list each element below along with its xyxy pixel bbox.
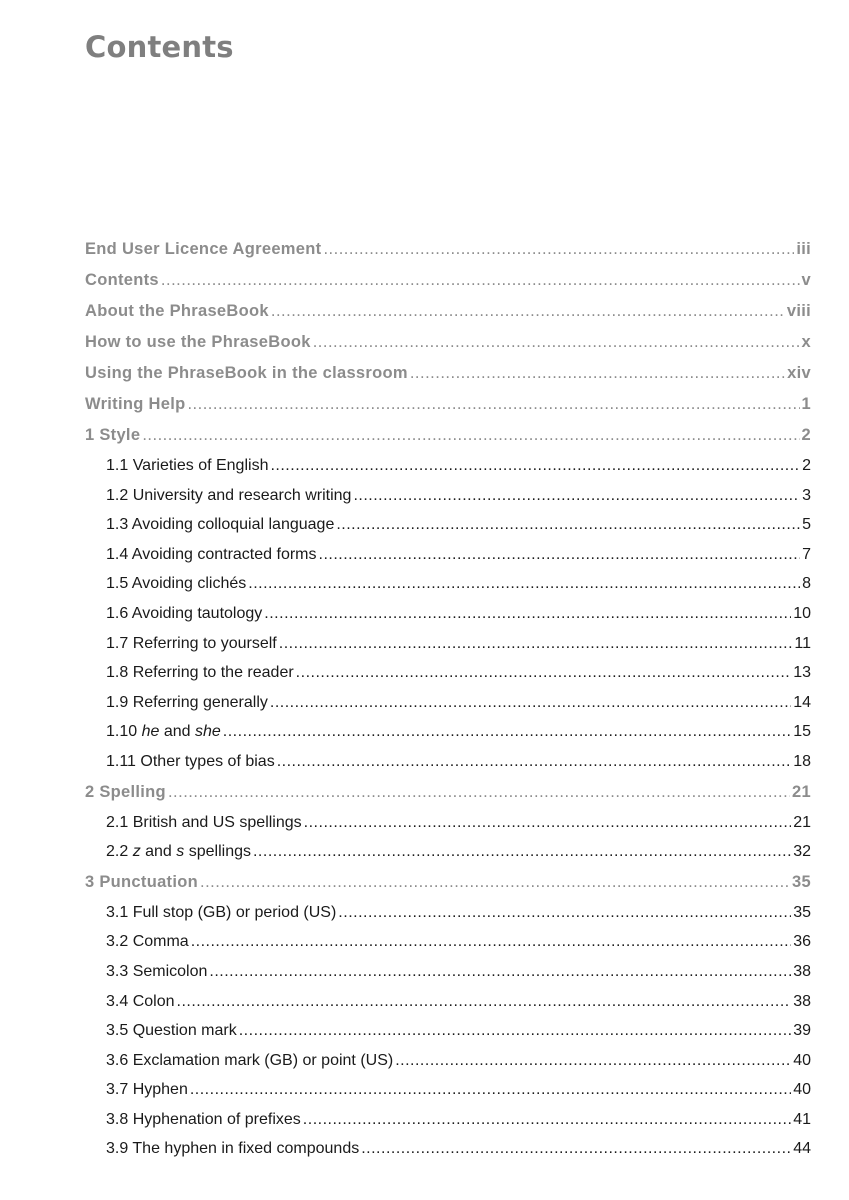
- toc-dot-leader: [142, 420, 799, 451]
- toc-entry-title-text: 3.4 Colon: [106, 992, 175, 1010]
- toc-subsection-entry[interactable]: [85, 688, 811, 718]
- toc-subsection-entry[interactable]: [85, 957, 811, 987]
- toc-entry-title-text: 3.8 Hyphenation of prefixes: [106, 1110, 301, 1128]
- toc-entry-title: [85, 358, 408, 389]
- toc-page-number: 15: [793, 723, 811, 741]
- toc-page-number: 11: [794, 634, 811, 652]
- toc-section-entry[interactable]: [85, 296, 811, 327]
- toc-entry-title: [106, 658, 294, 688]
- toc-entry-title-text: 1.3 Avoiding colloquial language: [106, 516, 335, 534]
- toc-subsection-entry[interactable]: [85, 987, 811, 1017]
- toc-page-number: 32: [793, 843, 811, 861]
- toc-dot-leader: [264, 599, 791, 629]
- toc-entry-title-text: Writing Help: [85, 395, 186, 413]
- toc-dot-leader: [161, 265, 800, 296]
- toc-entry-title: [106, 481, 351, 511]
- toc-entry-title-italic: s: [176, 843, 185, 861]
- toc-page-number: 38: [793, 992, 811, 1010]
- toc-dot-leader: [395, 1046, 791, 1076]
- toc-page-number: 2: [801, 426, 811, 444]
- toc-entry-title: [106, 451, 268, 481]
- toc-page-number: 2: [802, 457, 811, 474]
- toc-dot-leader: [410, 358, 785, 389]
- toc-entry-title-text: spellings: [184, 843, 251, 861]
- toc-entry-title-text: 1.11 Other types of bias: [106, 752, 275, 770]
- toc-dot-leader: [353, 481, 800, 511]
- toc-dot-leader: [338, 898, 791, 928]
- toc-entry-title-text: 1.6 Avoiding tautology: [106, 604, 263, 622]
- toc-subsection-entry[interactable]: [85, 510, 811, 540]
- toc-entry-title-text: 1.9 Referring generally: [106, 693, 268, 711]
- toc-entry-title: [106, 808, 302, 838]
- toc-dot-leader: [190, 1075, 791, 1105]
- toc-dot-leader: [304, 808, 792, 838]
- toc-subsection-entry[interactable]: [85, 808, 811, 838]
- toc-dot-leader: [209, 957, 791, 987]
- page-title: Contents: [85, 30, 234, 64]
- toc-entry-title-text: End User Licence Agreement: [85, 240, 322, 258]
- toc-subsection-entry[interactable]: [85, 658, 811, 688]
- toc-entry-title-text: 2.2: [106, 843, 133, 861]
- toc-page-number: 21: [793, 813, 811, 831]
- toc-entry-title: [106, 1046, 393, 1076]
- toc-entry-title: [85, 265, 159, 296]
- toc-subsection-entry[interactable]: [85, 629, 811, 659]
- toc-entry-title-text: Contents: [85, 271, 159, 289]
- toc-entry-title-text: How to use the PhraseBook: [85, 333, 311, 351]
- toc-entry-title-text: 1.5 Avoiding clichés: [106, 575, 247, 593]
- toc-page-number: 40: [793, 1051, 811, 1069]
- toc-subsection-entry[interactable]: [85, 451, 811, 481]
- toc-section-entry[interactable]: [85, 234, 811, 265]
- toc-page-number: 7: [802, 545, 811, 563]
- toc-section-entry[interactable]: [85, 389, 811, 420]
- toc-page-number: 13: [793, 664, 811, 682]
- toc-dot-leader: [323, 234, 794, 265]
- toc-entry-title-text: 1 Style: [85, 426, 141, 444]
- toc-subsection-entry[interactable]: [85, 481, 811, 511]
- toc-entry-title: [85, 234, 321, 265]
- toc-entry-title: [106, 1016, 237, 1046]
- toc-dot-leader: [277, 747, 792, 777]
- toc-page-number: 39: [793, 1022, 811, 1040]
- toc-entry-title-text: Using the PhraseBook in the classroom: [85, 364, 408, 382]
- toc-entry-title-text: 1.10: [106, 723, 142, 741]
- toc-entry-title-text: 3.6 Exclamation mark (GB) or point (US): [106, 1051, 394, 1069]
- toc-entry-title-italic: he: [141, 723, 160, 741]
- toc-entry-title-text: 3 Punctuation: [85, 872, 198, 891]
- toc-entry-title: [106, 717, 221, 747]
- toc-subsection-entry[interactable]: [85, 1075, 811, 1105]
- toc-subsection-entry[interactable]: [85, 599, 811, 629]
- toc-entry-title: [85, 867, 198, 898]
- toc-section-entry[interactable]: [85, 777, 811, 808]
- toc-page-number: 8: [802, 575, 811, 593]
- toc-dot-leader: [168, 777, 790, 808]
- toc-entry-title: [106, 898, 336, 928]
- toc-subsection-entry[interactable]: [85, 898, 811, 928]
- toc-entry-title: [85, 327, 311, 358]
- toc-dot-leader: [303, 1105, 791, 1135]
- toc-entry-title: [106, 510, 334, 540]
- toc-page-number: 5: [802, 516, 811, 534]
- toc-dot-leader: [336, 510, 800, 540]
- toc-dot-leader: [313, 327, 800, 358]
- toc-subsection-entry[interactable]: [85, 540, 811, 570]
- toc-entry-title: [106, 540, 317, 570]
- toc-entry-title: [106, 1075, 188, 1105]
- toc-dot-leader: [177, 987, 792, 1017]
- toc-page-number: 18: [793, 752, 811, 770]
- toc-section-entry[interactable]: [85, 420, 811, 451]
- toc-entry-title: [106, 1105, 301, 1135]
- toc-entry-title-text: 1.7 Referring to yourself: [106, 634, 277, 652]
- toc-entry-title-text: 3.1 Full stop (GB) or period (US): [106, 903, 337, 921]
- toc-dot-leader: [270, 451, 800, 481]
- toc-entry-title: [106, 837, 251, 867]
- toc-dot-leader: [296, 658, 792, 688]
- toc-section-entry[interactable]: [85, 358, 811, 389]
- toc-entry-title-text: About the PhraseBook: [85, 302, 269, 320]
- toc-subsection-entry[interactable]: [85, 1105, 811, 1135]
- toc-page-number: 44: [793, 1140, 811, 1158]
- toc-entry-title: [106, 747, 275, 777]
- toc-entry-title-text: 3.9 The hyphen in fixed compounds: [106, 1140, 360, 1158]
- toc-subsection-entry[interactable]: [85, 837, 811, 867]
- toc-subsection-entry[interactable]: [85, 1134, 811, 1164]
- toc-page-number: 1: [801, 395, 811, 413]
- toc-subsection-entry[interactable]: [85, 1016, 811, 1046]
- toc-page-number: 36: [793, 933, 811, 951]
- toc-dot-leader: [239, 1016, 791, 1046]
- toc-page-number: 35: [793, 903, 811, 921]
- toc-page-number: 41: [793, 1110, 811, 1128]
- toc-entry-title: [106, 629, 277, 659]
- toc-section-entry[interactable]: [85, 327, 811, 358]
- toc-entry-title-text: 3.7 Hyphen: [106, 1081, 188, 1099]
- toc-dot-leader: [187, 389, 799, 420]
- toc-entry-title-text: 3.5 Question mark: [106, 1022, 237, 1040]
- toc-page-number: 14: [793, 693, 811, 711]
- toc-entry-title-text: and: [140, 843, 177, 861]
- toc-page-number: 21: [792, 782, 811, 801]
- toc-entry-title-italic: z: [132, 843, 141, 861]
- toc-subsection-entry[interactable]: [85, 717, 811, 747]
- toc-page-number: 40: [793, 1081, 811, 1099]
- toc-page-number: 38: [793, 962, 811, 980]
- toc-page-number: v: [801, 271, 811, 289]
- table-of-contents: [85, 234, 811, 1164]
- toc-dot-leader: [191, 927, 792, 957]
- toc-entry-title: [106, 927, 189, 957]
- toc-dot-leader: [253, 837, 791, 867]
- toc-subsection-entry[interactable]: [85, 569, 811, 599]
- toc-entry-title-italic: she: [194, 723, 221, 741]
- toc-entry-title-text: 2.1 British and US spellings: [106, 813, 302, 831]
- toc-entry-title: [106, 957, 207, 987]
- toc-dot-leader: [271, 296, 785, 327]
- toc-entry-title: [106, 688, 268, 718]
- toc-subsection-entry[interactable]: [85, 927, 811, 957]
- toc-entry-title-text: 1.4 Avoiding contracted forms: [106, 545, 317, 563]
- toc-entry-title-text: 1.8 Referring to the reader: [106, 664, 294, 682]
- toc-entry-title-text: 3.3 Semicolon: [106, 962, 208, 980]
- toc-section-entry[interactable]: [85, 867, 811, 898]
- toc-entry-title: [106, 987, 175, 1017]
- toc-page-number: 3: [802, 486, 811, 504]
- toc-subsection-entry[interactable]: [85, 1046, 811, 1076]
- toc-subsection-entry[interactable]: [85, 747, 811, 777]
- toc-page-number: 35: [792, 872, 811, 891]
- toc-entry-title-text: 2 Spelling: [85, 782, 166, 801]
- toc-dot-leader: [200, 867, 790, 898]
- toc-dot-leader: [270, 688, 791, 718]
- toc-entry-title: [106, 569, 246, 599]
- toc-section-entry[interactable]: [85, 265, 811, 296]
- toc-entry-title-text: 1.2 University and research writing: [106, 486, 352, 504]
- toc-entry-title: [85, 389, 185, 420]
- toc-entry-title-text: 1.1 Varieties of English: [106, 457, 269, 474]
- toc-page-number: viii: [786, 302, 811, 320]
- toc-entry-title: [106, 599, 262, 629]
- toc-entry-title-text: and: [159, 723, 195, 741]
- toc-page-number: x: [801, 333, 811, 351]
- toc-page-number: xiv: [787, 364, 811, 382]
- toc-entry-title: [85, 296, 269, 327]
- toc-entry-title: [106, 1134, 359, 1164]
- toc-dot-leader: [223, 717, 791, 747]
- toc-entry-title-text: 3.2 Comma: [106, 933, 189, 951]
- toc-dot-leader: [248, 569, 800, 599]
- toc-page-number: 10: [793, 604, 811, 622]
- toc-page-number: iii: [796, 240, 811, 258]
- toc-dot-leader: [361, 1134, 791, 1164]
- toc-dot-leader: [279, 629, 793, 659]
- toc-dot-leader: [319, 540, 801, 570]
- toc-entry-title: [85, 420, 140, 451]
- toc-entry-title: [85, 777, 166, 808]
